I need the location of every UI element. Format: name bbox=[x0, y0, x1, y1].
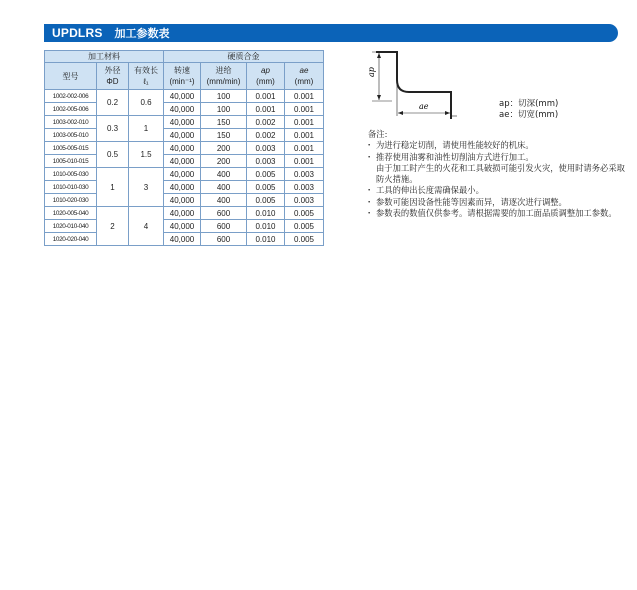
note-item: ・ 参数可能因设备性能等因素而异，请逐次进行调整。 bbox=[368, 197, 628, 208]
cell-speed: 40,000 bbox=[164, 103, 201, 116]
cell-speed: 40,000 bbox=[164, 220, 201, 233]
carbide-group-header: 硬质合金 bbox=[164, 51, 324, 63]
table-row bbox=[45, 116, 324, 129]
cell-speed: 40,000 bbox=[164, 168, 201, 181]
cutting-depth-diagram bbox=[362, 44, 472, 129]
parameter-table-body bbox=[45, 90, 324, 246]
col-ap: ap (mm) bbox=[247, 63, 285, 90]
note-item: ・ 为进行稳定切削，请使用性能较好的机床。 bbox=[368, 140, 628, 151]
table-row bbox=[45, 142, 324, 155]
cell-speed: 40,000 bbox=[164, 181, 201, 194]
section-title-bar bbox=[44, 24, 618, 42]
table-row bbox=[45, 168, 324, 181]
cell-ap: 0.002 bbox=[247, 116, 285, 129]
cell-outer-diameter: 0.5 bbox=[97, 142, 129, 168]
cell-model: 1003-002-010 bbox=[45, 116, 97, 129]
cell-ae: 0.005 bbox=[285, 233, 324, 246]
notes-list bbox=[368, 140, 628, 219]
notes-section bbox=[368, 129, 628, 219]
cell-ap: 0.005 bbox=[247, 194, 285, 207]
cell-ae: 0.003 bbox=[285, 168, 324, 181]
col-effective-length: 有效长 ℓ₁ bbox=[129, 63, 164, 90]
ap-arrow-top bbox=[377, 53, 381, 58]
cell-speed: 40,000 bbox=[164, 233, 201, 246]
table-row bbox=[45, 90, 324, 103]
cell-outer-diameter: 2 bbox=[97, 207, 129, 246]
cell-effective-length: 3 bbox=[129, 168, 164, 207]
cell-speed: 40,000 bbox=[164, 142, 201, 155]
table-row bbox=[45, 103, 324, 116]
cell-effective-length: 0.6 bbox=[129, 90, 164, 116]
cell-speed: 40,000 bbox=[164, 155, 201, 168]
cell-model: 1020-020-040 bbox=[45, 233, 97, 246]
cell-effective-length: 1 bbox=[129, 116, 164, 142]
note-item: ・ 推荐使用油雾和油性切削油方式进行加工。 由于加工时产生的火花和工具破损可能引发火灾，使用时请务必采取防火措施。 bbox=[368, 152, 628, 186]
cell-feed: 150 bbox=[201, 116, 247, 129]
cell-feed: 200 bbox=[201, 155, 247, 168]
cell-ap: 0.005 bbox=[247, 168, 285, 181]
cell-model: 1010-020-030 bbox=[45, 194, 97, 207]
cell-ae: 0.001 bbox=[285, 142, 324, 155]
cell-speed: 40,000 bbox=[164, 129, 201, 142]
cell-ap: 0.010 bbox=[247, 207, 285, 220]
cell-ae: 0.005 bbox=[285, 220, 324, 233]
table-row bbox=[45, 181, 324, 194]
table-row bbox=[45, 155, 324, 168]
cell-effective-length: 4 bbox=[129, 207, 164, 246]
cell-outer-diameter: 0.2 bbox=[97, 90, 129, 116]
cell-speed: 40,000 bbox=[164, 194, 201, 207]
cell-feed: 400 bbox=[201, 194, 247, 207]
cell-ae: 0.001 bbox=[285, 90, 324, 103]
cell-outer-diameter: 0.3 bbox=[97, 116, 129, 142]
material-group-header: 加工材料 bbox=[45, 51, 164, 63]
table-row bbox=[45, 207, 324, 220]
ae-label: ae bbox=[419, 102, 429, 111]
cell-ae: 0.001 bbox=[285, 155, 324, 168]
dimension-legend bbox=[499, 99, 558, 121]
legend-ae: ae：切宽(mm) bbox=[499, 110, 559, 120]
parameter-table bbox=[44, 50, 324, 246]
cell-ap: 0.005 bbox=[247, 181, 285, 194]
cell-speed: 40,000 bbox=[164, 207, 201, 220]
ae-arrow-left bbox=[398, 111, 403, 115]
col-feed: 进给 (mm/min) bbox=[201, 63, 247, 90]
cell-model: 1002-002-006 bbox=[45, 90, 97, 103]
cell-feed: 200 bbox=[201, 142, 247, 155]
note-item: ・ 工具的伸出长度需确保最小。 bbox=[368, 185, 628, 196]
table-row bbox=[45, 220, 324, 233]
cell-model: 1020-005-040 bbox=[45, 207, 97, 220]
cell-model: 1020-010-040 bbox=[45, 220, 97, 233]
cell-ae: 0.003 bbox=[285, 181, 324, 194]
cell-ae: 0.001 bbox=[285, 129, 324, 142]
cell-model: 1005-010-015 bbox=[45, 155, 97, 168]
product-code: UPDLRS bbox=[52, 26, 103, 40]
cell-ap: 0.001 bbox=[247, 103, 285, 116]
cell-ap: 0.003 bbox=[247, 142, 285, 155]
cell-model: 1002-005-006 bbox=[45, 103, 97, 116]
cell-ap: 0.010 bbox=[247, 233, 285, 246]
cell-ap: 0.010 bbox=[247, 220, 285, 233]
ap-arrow-bottom bbox=[377, 95, 381, 100]
col-ae: ae (mm) bbox=[285, 63, 324, 90]
cell-model: 1005-005-015 bbox=[45, 142, 97, 155]
workpiece-outline bbox=[376, 52, 451, 119]
cell-speed: 40,000 bbox=[164, 116, 201, 129]
table-row bbox=[45, 233, 324, 246]
cell-outer-diameter: 1 bbox=[97, 168, 129, 207]
cell-model: 1010-005-030 bbox=[45, 168, 97, 181]
table-row bbox=[45, 129, 324, 142]
col-outer-diameter: 外径 ΦD bbox=[97, 63, 129, 90]
col-model: 型号 bbox=[45, 63, 97, 90]
legend-ap: ap：切深(mm) bbox=[499, 99, 559, 109]
cell-feed: 400 bbox=[201, 181, 247, 194]
section-title: 加工参数表 bbox=[114, 27, 170, 40]
cell-ae: 0.003 bbox=[285, 194, 324, 207]
cell-speed: 40,000 bbox=[164, 90, 201, 103]
cell-feed: 100 bbox=[201, 90, 247, 103]
cell-feed: 600 bbox=[201, 207, 247, 220]
cell-model: 1010-010-030 bbox=[45, 181, 97, 194]
note-item: ・ 参数表的数值仅供参考。请根据需要的加工面品质调整加工参数。 bbox=[368, 208, 628, 219]
cell-ap: 0.001 bbox=[247, 90, 285, 103]
cell-feed: 600 bbox=[201, 220, 247, 233]
notes-heading: 备注: bbox=[368, 129, 388, 139]
cell-ae: 0.001 bbox=[285, 116, 324, 129]
ae-arrow-right bbox=[445, 111, 450, 115]
cell-ap: 0.003 bbox=[247, 155, 285, 168]
table-row bbox=[45, 194, 324, 207]
col-speed: 转速 (min⁻¹) bbox=[164, 63, 201, 90]
cell-feed: 100 bbox=[201, 103, 247, 116]
cell-feed: 400 bbox=[201, 168, 247, 181]
cell-model: 1003-005-010 bbox=[45, 129, 97, 142]
cell-ap: 0.002 bbox=[247, 129, 285, 142]
cell-ae: 0.005 bbox=[285, 207, 324, 220]
cell-feed: 600 bbox=[201, 233, 247, 246]
cell-ae: 0.001 bbox=[285, 103, 324, 116]
ap-label: ap bbox=[367, 67, 376, 77]
cell-effective-length: 1.5 bbox=[129, 142, 164, 168]
cell-feed: 150 bbox=[201, 129, 247, 142]
